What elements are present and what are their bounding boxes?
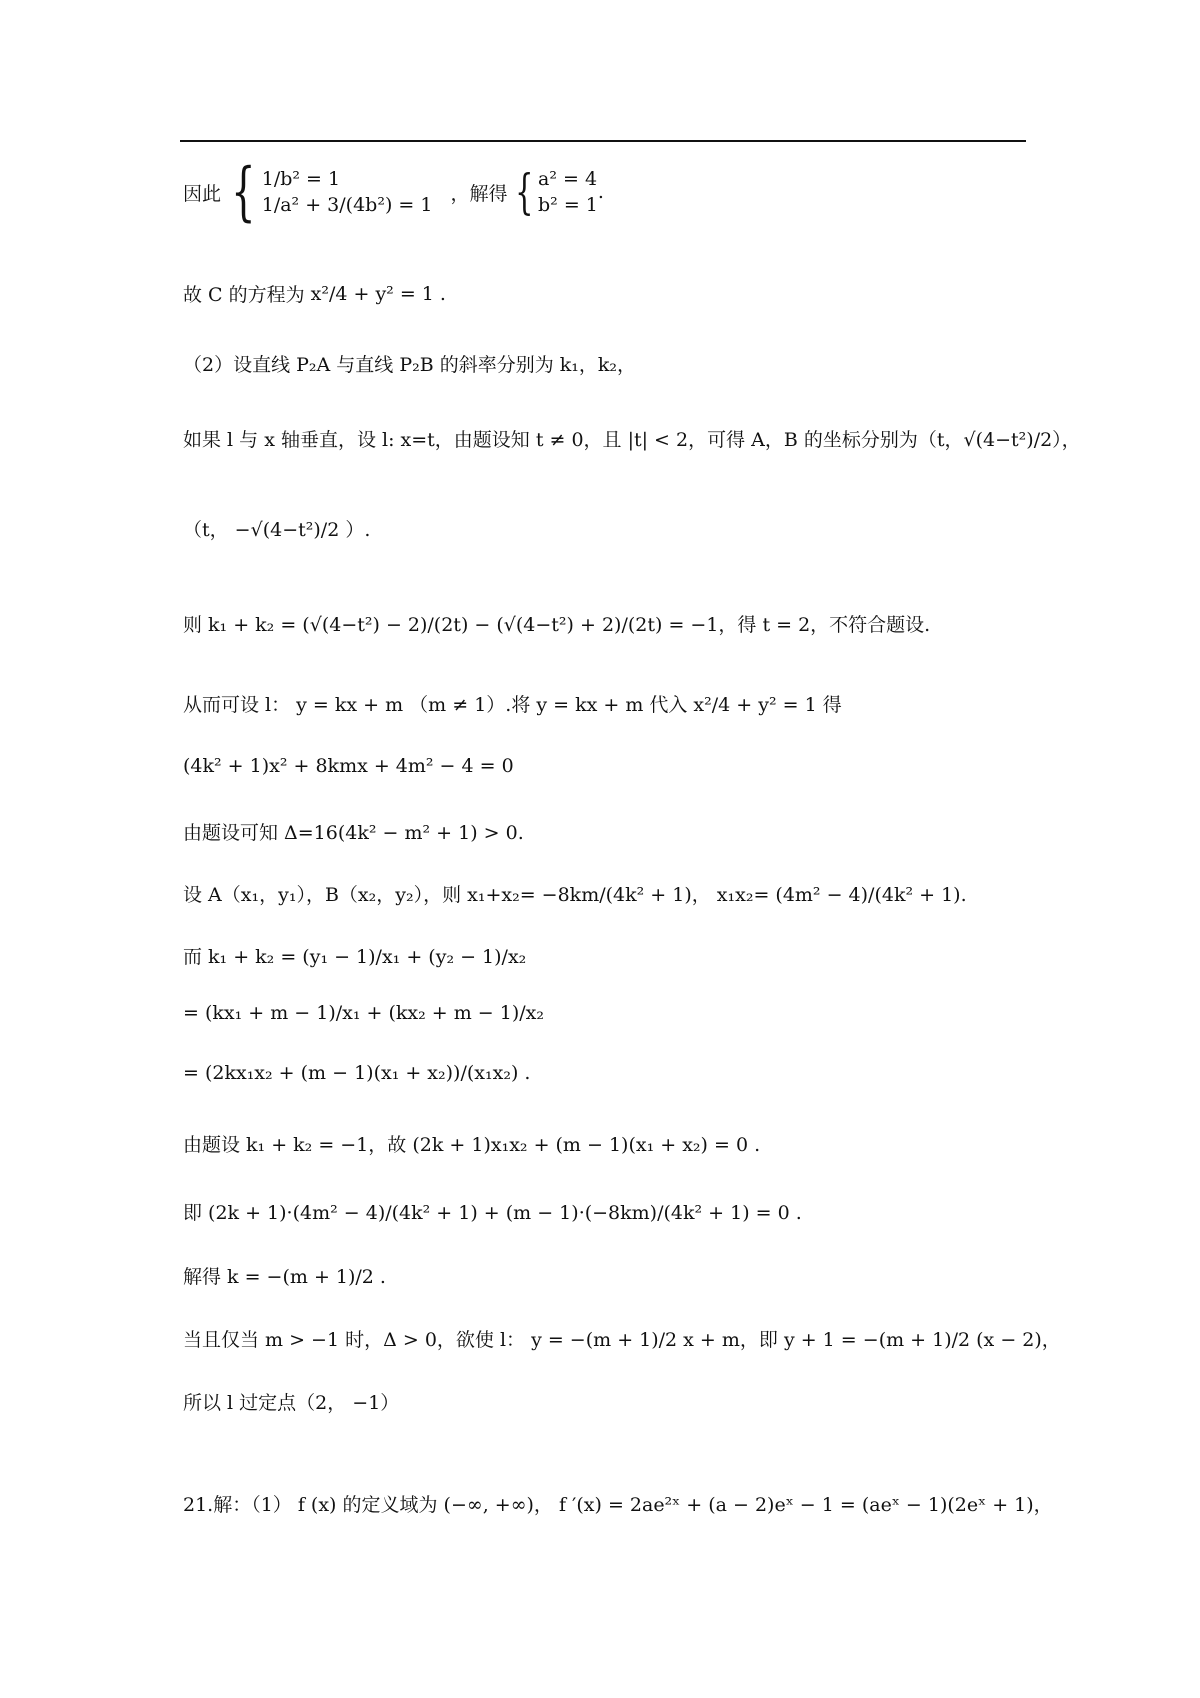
line-7: 从而可设 l： y = kx + m （m ≠ 1）.将 y = kx + m 代入 x²/4 + y² = 1 得 [183,694,842,716]
line-2 [183,280,446,307]
line-11: 而 k₁ + k₂ = (y₁ − 1)/x₁ + (y₂ − 1)/x₂ [183,946,527,968]
period: . [597,181,604,203]
line-5: （t， −√(4−t²)/2 ）. [183,519,371,541]
equation-system-1: { 1/b² = 1 1/a² + 3/(4b²) = 1 [231,155,433,229]
sys2-row1: a² = 4 [538,168,598,190]
line-1 [183,155,604,229]
ellipse-equation: x²/4 + y² = 1 . [310,282,446,305]
line-13: = (2kx₁x₂ + (m − 1)(x₁ + x₂))/(x₁x₂) . [183,1062,531,1084]
sys1-row2: 1/a² + 3/(4b²) = 1 [261,194,433,216]
line-3: （2）设直线 P₂A 与直线 P₂B 的斜率分别为 k₁，k₂， [183,354,637,376]
line-6: 则 k₁ + k₂ = (√(4−t²) − 2)/(2t) − (√(4−t²) + 2)/(2t) = −1，得 t = 2，不符合题设. [183,614,931,636]
text-equation-of-c: 故 C 的方程为 [183,284,305,306]
line-10: 设 A（x₁，y₁），B（x₂，y₂），则 x₁+x₂= −8km/(4k² + 1)， x₁x₂= (4m² − 4)/(4k² + 1). [183,884,967,906]
line-9: 由题设可知 Δ=16(4k² − m² + 1) > 0. [183,822,524,844]
line-19: 21.解：（1） f (x) 的定义域为 (−∞, +∞)， f ′(x) = 2ae²ˣ + (a − 2)eˣ − 1 = (aeˣ − 1)(2eˣ + 1)， [183,1494,1053,1516]
text-solve: ，解得 [450,182,508,205]
sys1-row1: 1/b² = 1 [261,168,341,190]
line-18: 所以 l 过定点（2， −1） [183,1392,400,1414]
line-8: (4k² + 1)x² + 8kmx + 4m² − 4 = 0 [183,755,514,777]
sys2-row2: b² = 1 [538,194,598,216]
header-rule [180,140,1026,142]
line-4: 如果 l 与 x 轴垂直，设 l: x=t，由题设知 t ≠ 0，且 |t| < 2，可得 A，B 的坐标分别为（t，√(4−t²)/2）， [183,429,1081,451]
equation-system-2: { a² = 4 b² = 1 [515,164,598,220]
line-15: 即 (2k + 1)·(4m² − 4)/(4k² + 1) + (m − 1)·(−8km)/(4k² + 1) = 0 . [183,1202,802,1224]
line-17: 当且仅当 m > −1 时，Δ > 0，欲使 l： y = −(m + 1)/2 x + m，即 y + 1 = −(m + 1)/2 (x − 2)， [183,1329,1061,1351]
line-14: 由题设 k₁ + k₂ = −1，故 (2k + 1)x₁x₂ + (m − 1)(x₁ + x₂) = 0 . [183,1134,761,1156]
line-12: = (kx₁ + m − 1)/x₁ + (kx₂ + m − 1)/x₂ [183,1002,544,1024]
line-16: 解得 k = −(m + 1)/2 . [183,1266,386,1288]
text-therefore: 因此 [183,182,222,205]
